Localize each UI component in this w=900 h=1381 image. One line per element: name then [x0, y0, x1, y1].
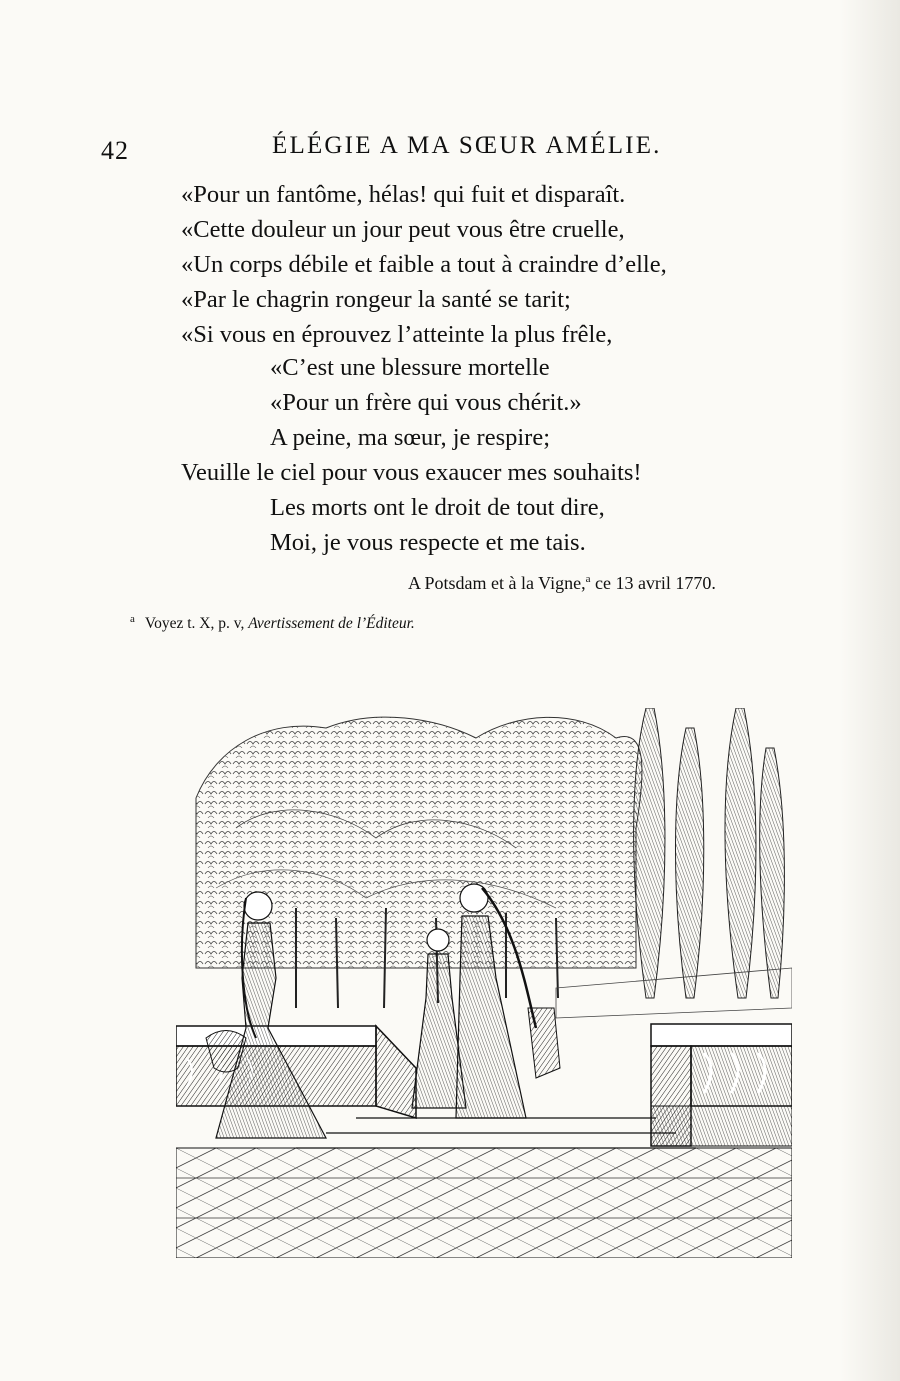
poem-signature [408, 573, 716, 594]
footnote-italic-reference: Avertissement de l’Éditeur. [248, 615, 415, 633]
garden-path [556, 968, 792, 1018]
verse-line: «Pour un fantôme, hélas! qui fuit et disparaît. [181, 181, 626, 208]
signature-note-mark: a [585, 573, 591, 585]
signature-date: ce 13 avril 1770. [590, 573, 716, 593]
signature-place: A Potsdam et à la Vigne, [408, 573, 586, 593]
verse-line: «Pour un frère qui vous chérit.» [270, 389, 582, 416]
verse-line: «Si vous en éprouvez l’atteinte la plus frêle, [181, 321, 613, 348]
verse-line: «Un corps débile et faible a tout à craindre d’elle, [181, 251, 667, 278]
right-balustrade [651, 1024, 792, 1146]
terrace-paving [176, 1148, 792, 1258]
poplar-trees [634, 708, 785, 998]
footnote-text: Voyez t. X, p. v, [144, 615, 249, 633]
running-head: ÉLÉGIE A MA SŒUR AMÉLIE. [272, 132, 662, 159]
terrace-steps [296, 1118, 696, 1148]
page-edge-shadow [840, 0, 900, 1381]
verse-line: A peine, ma sœur, je respire; [270, 424, 551, 451]
verse-line: Les morts ont le droit de tout dire, [270, 494, 605, 521]
engraving-illustration [176, 708, 792, 1258]
footnote-mark: a [130, 613, 135, 625]
footnote [130, 613, 415, 633]
page-number: 42 [101, 136, 129, 165]
verse-line: «Cette douleur un jour peut vous être cruelle, [181, 216, 625, 243]
verse-line: Moi, je vous respecte et me tais. [270, 529, 586, 556]
verse-line: «C’est une blessure mortelle [270, 354, 550, 381]
verse-line: Veuille le ciel pour vous exaucer mes souhaits! [181, 459, 642, 486]
verse-line: «Par le chagrin rongeur la santé se tarit; [181, 286, 571, 313]
